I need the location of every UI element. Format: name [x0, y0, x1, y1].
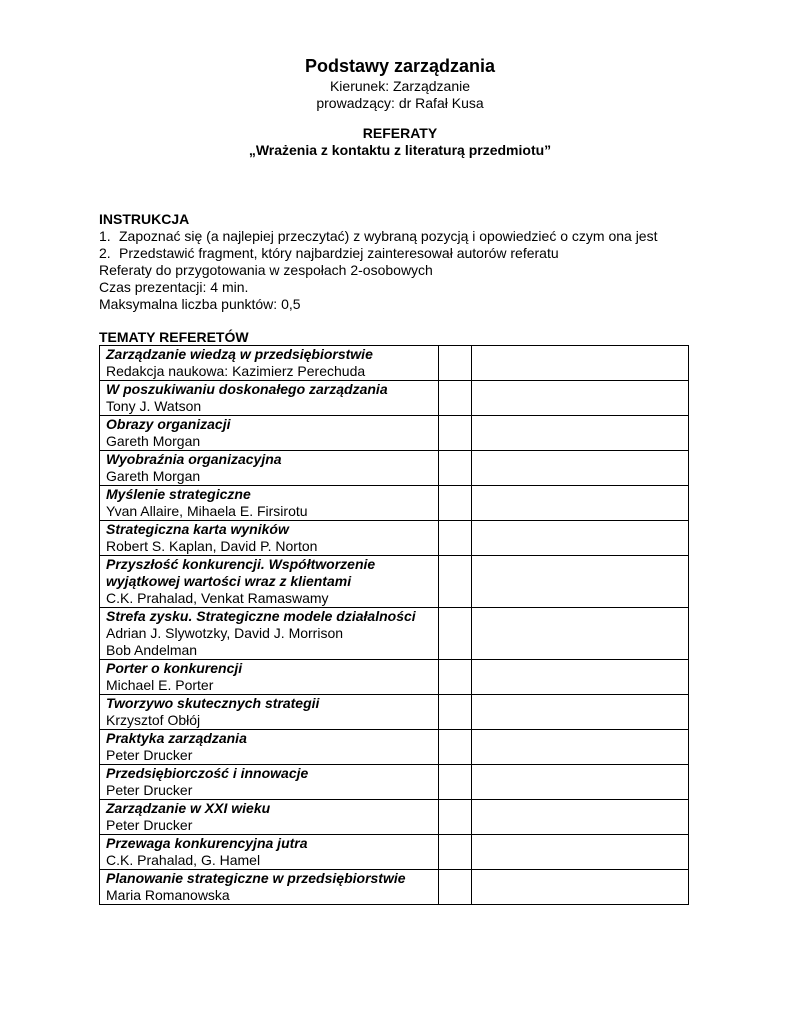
topic-author: Krzysztof Obłój: [106, 712, 201, 728]
topic-author: C.K. Prahalad, G. Hamel: [106, 852, 261, 868]
empty-cell-wide: [472, 416, 689, 451]
table-row: [100, 800, 689, 835]
empty-cell-wide: [472, 556, 689, 608]
empty-cell-wide: [472, 765, 689, 800]
table-row: [100, 486, 689, 521]
topic-title: Obrazy organizacji: [106, 416, 231, 432]
topics-table: [99, 345, 689, 905]
topic-title: Zarządzanie w XXI wieku: [106, 800, 271, 816]
max-points-note: Maksymalna liczba punktów: 0,5: [99, 296, 301, 312]
topic-author: Bob Andelman: [106, 642, 198, 658]
empty-cell-wide: [472, 835, 689, 870]
empty-cell-wide: [472, 730, 689, 765]
topic-cell: [100, 608, 439, 660]
empty-cell-narrow: [438, 486, 472, 521]
team-size-note: Referaty do przygotowania w zespołach 2-osobowych: [99, 262, 433, 278]
topic-title: Przyszłość konkurencji. Współtworzenie: [106, 556, 376, 572]
topic-cell: [100, 765, 439, 800]
topic-author: Redakcja naukowa: Kazimierz Perechuda: [106, 363, 366, 379]
topic-author: Peter Drucker: [106, 747, 193, 763]
topic-cell: [100, 870, 439, 905]
page-title: Podstawy zarządzania: [304, 56, 496, 76]
table-row: [100, 730, 689, 765]
topic-title: wyjątkowej wartości wraz z klientami: [106, 573, 352, 589]
topic-author: Gareth Morgan: [106, 433, 201, 449]
empty-cell-narrow: [438, 451, 472, 486]
topic-title: Przedsiębiorczość i innowacje: [106, 765, 309, 781]
topic-title: Myślenie strategiczne: [106, 486, 251, 502]
topic-title: W poszukiwaniu doskonałego zarządzania: [106, 381, 388, 397]
table-row: [100, 521, 689, 556]
table-row: [100, 381, 689, 416]
instructions-heading: INSTRUKCJA: [99, 211, 190, 227]
topic-cell: [100, 346, 439, 381]
instruction-number: 2.: [99, 245, 111, 261]
table-row: [100, 451, 689, 486]
referaty-block: [0, 125, 791, 159]
empty-cell-narrow: [438, 870, 472, 905]
empty-cell-narrow: [438, 521, 472, 556]
referaty-subtitle: „Wrażenia z kontaktu z literaturą przedmiotu”: [248, 142, 552, 158]
table-row: [100, 416, 689, 451]
empty-cell-narrow: [438, 556, 472, 608]
topic-cell: [100, 695, 439, 730]
topic-title: Planowanie strategiczne w przedsiębiorstwie: [106, 870, 406, 886]
topic-title: Strefa zysku. Strategiczne modele działalności: [106, 608, 416, 624]
empty-cell-wide: [472, 870, 689, 905]
topic-cell: [100, 835, 439, 870]
empty-cell-narrow: [438, 346, 472, 381]
topic-author: Gareth Morgan: [106, 468, 201, 484]
topic-author: C.K. Prahalad, Venkat Ramaswamy: [106, 590, 329, 606]
topics-table-body: [100, 346, 689, 905]
table-row: [100, 346, 689, 381]
topic-cell: [100, 730, 439, 765]
empty-cell-narrow: [438, 835, 472, 870]
table-row: [100, 660, 689, 695]
topic-title: Wyobraźnia organizacyjna: [106, 451, 282, 467]
table-row: [100, 765, 689, 800]
presentation-time-note: Czas prezentacji: 4 min.: [99, 279, 249, 295]
table-row: [100, 835, 689, 870]
instructor: prowadzący: dr Rafał Kusa: [316, 95, 484, 111]
topic-title: Strategiczna karta wyników: [106, 521, 289, 537]
table-row: [100, 695, 689, 730]
empty-cell-wide: [472, 660, 689, 695]
topic-author: Peter Drucker: [106, 782, 193, 798]
instruction-item-2: [99, 245, 657, 262]
empty-cell-wide: [472, 486, 689, 521]
empty-cell-wide: [472, 381, 689, 416]
course-direction: Kierunek: Zarządzanie: [329, 78, 471, 94]
topic-cell: [100, 660, 439, 695]
empty-cell-narrow: [438, 660, 472, 695]
topic-cell: [100, 486, 439, 521]
topic-author: Adrian J. Slywotzky, David J. Morrison: [106, 625, 344, 641]
topic-title: Przewaga konkurencyjna jutra: [106, 835, 308, 851]
empty-cell-wide: [472, 695, 689, 730]
topic-author: Tony J. Watson: [106, 398, 202, 414]
empty-cell-wide: [472, 451, 689, 486]
topic-title: Praktyka zarządzania: [106, 730, 247, 746]
empty-cell-narrow: [438, 695, 472, 730]
empty-cell-wide: [472, 800, 689, 835]
instruction-number: 1.: [99, 228, 111, 244]
empty-cell-narrow: [438, 765, 472, 800]
empty-cell-wide: [472, 346, 689, 381]
topic-title: Porter o konkurencji: [106, 660, 243, 676]
empty-cell-narrow: [438, 730, 472, 765]
topics-heading: TEMATY REFERETÓW: [99, 329, 249, 345]
topic-cell: [100, 381, 439, 416]
instruction-item-1: [99, 228, 657, 245]
topic-author: Peter Drucker: [106, 817, 193, 833]
instruction-text: Przedstawić fragment, który najbardziej zainteresował autorów referatu: [119, 245, 559, 261]
empty-cell-narrow: [438, 608, 472, 660]
table-row: [100, 870, 689, 905]
table-row: [100, 556, 689, 608]
topic-author: Michael E. Porter: [106, 677, 214, 693]
instruction-text: Zapoznać się (a najlepiej przeczytać) z wybraną pozycją i opowiedzieć o czym ona jest: [119, 228, 658, 244]
empty-cell-wide: [472, 608, 689, 660]
topic-author: Robert S. Kaplan, David P. Norton: [106, 538, 318, 554]
topic-title: Zarządzanie wiedzą w przedsiębiorstwie: [106, 346, 373, 362]
empty-cell-narrow: [438, 416, 472, 451]
empty-cell-wide: [472, 521, 689, 556]
referaty-label: REFERATY: [362, 125, 438, 141]
table-row: [100, 608, 689, 660]
topic-cell: [100, 800, 439, 835]
instructions-section: [99, 211, 657, 313]
empty-cell-narrow: [438, 381, 472, 416]
topic-cell: [100, 451, 439, 486]
document-header: [0, 54, 791, 112]
topic-cell: [100, 416, 439, 451]
topic-cell: [100, 556, 439, 608]
topic-title: Tworzywo skutecznych strategii: [106, 695, 320, 711]
topic-author: Yvan Allaire, Mihaela E. Firsirotu: [106, 503, 308, 519]
empty-cell-narrow: [438, 800, 472, 835]
topic-author: Maria Romanowska: [106, 887, 230, 903]
topic-cell: [100, 521, 439, 556]
